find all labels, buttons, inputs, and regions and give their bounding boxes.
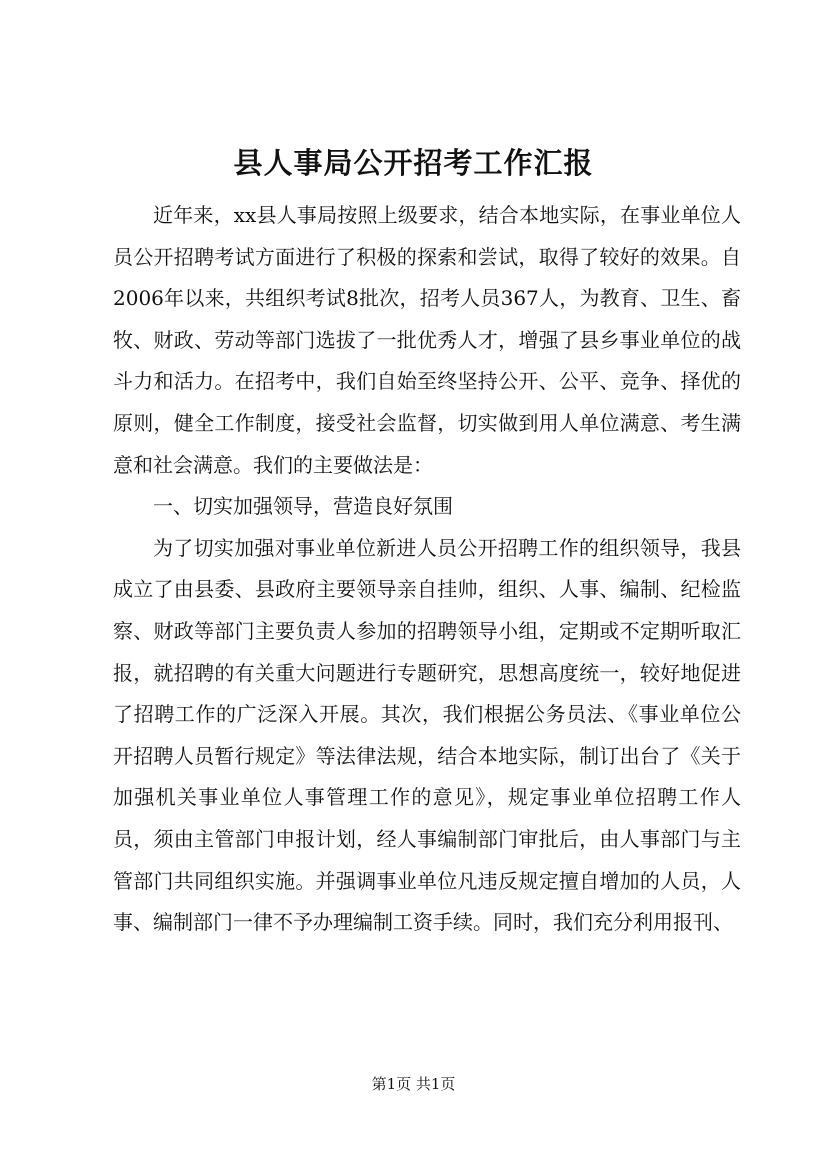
section-1-paragraph: 为了切实加强对事业单位新进人员公开招聘工作的组织领导，我县成立了由县委、县政府主要领导亲自挂帅，组织、人事、编制、纪检监察、财政等部门主要负责人参加的招聘领导小组，定期或不定期听取汇报，就招聘的有关重大问题进行专题研究，思想高度统一，较好地促进了招聘工作的广泛深入开展。其次，我们根据公务员法、《事业单位公开招聘人员暂行规定》等法律法规，结合本地实际，制订出台了《关于加强机关事业单位人事管理工作的意见》，规定事业单位招聘工作人员，须由主管部门申报计划，经人事编制部门审批后，由人事部门与主管部门共同组织实施。并强调事业单位凡违反规定擅自增加的人员，人事、编制部门一律不予办理编制工资手续。同时，我们充分利用报刊、 [113,535,741,935]
section-heading-1: 一、切实加强领导，营造良好氛围 [153,494,453,519]
intro-paragraph: 近年来，xx县人事局按照上级要求，结合本地实际，在事业单位人员公开招聘考试方面进行了积极的探索和尝试，取得了较好的效果。自2006年以来，共组织考试8批次，招考人员367人，为教育、卫生、畜牧、财政、劳动等部门选拔了一批优秀人才，增强了县乡事业单位的战斗力和活力。在招考中，我们自始至终坚持公开、公平、竞争、择优的原则，健全工作制度，接受社会监督，切实做到用人单位满意、考生满意和社会满意。我们的主要做法是： [113,203,741,477]
document-title: 县人事局公开招考工作汇报 [233,146,594,180]
page-footer: 第1页 共1页 [371,1075,456,1093]
document-body [113,195,741,944]
